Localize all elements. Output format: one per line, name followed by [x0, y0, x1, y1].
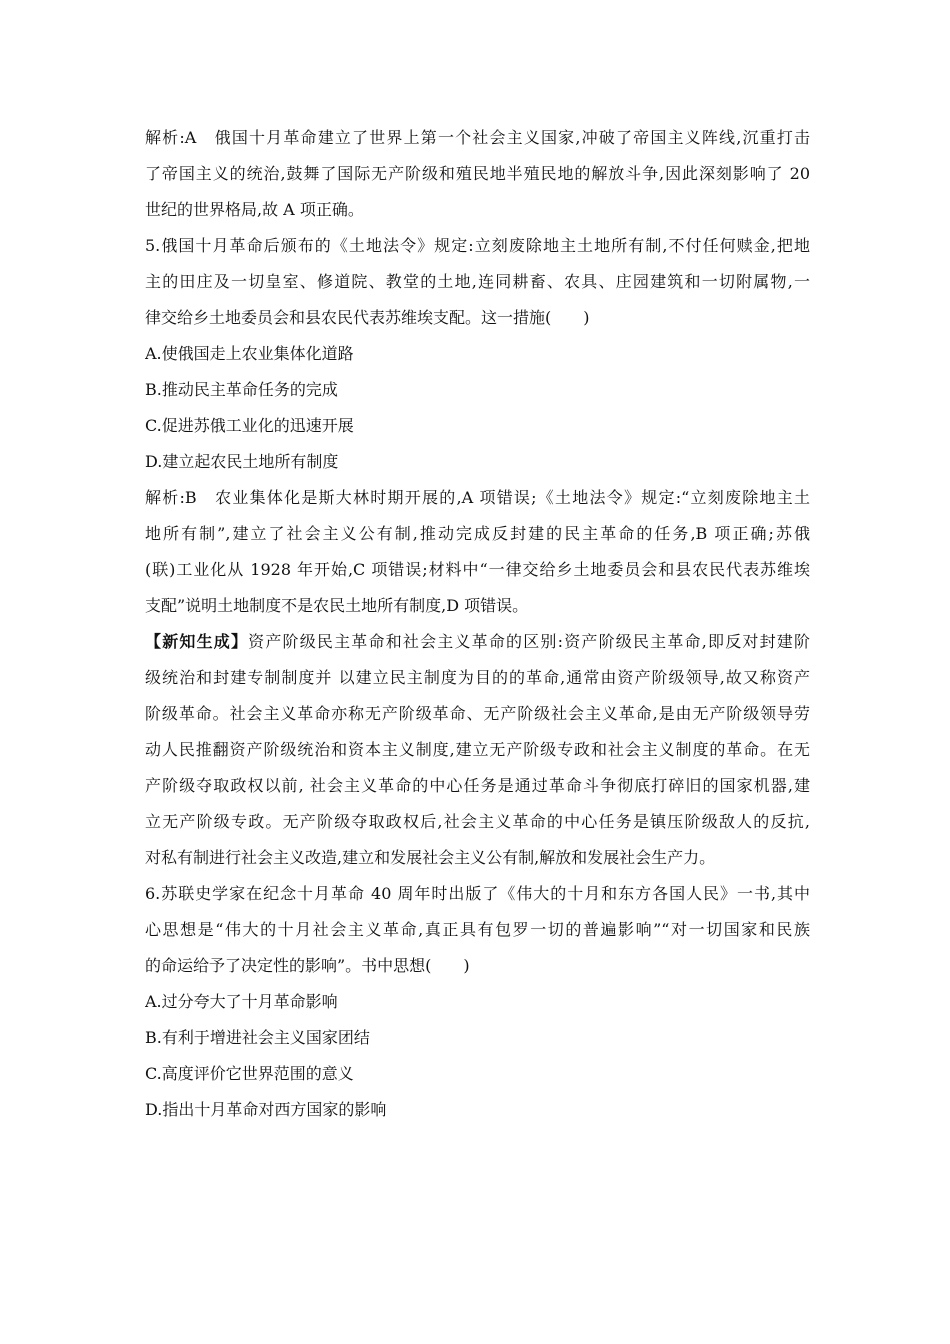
knowledge-line: 动人民推翻资产阶级统治和资本主义制度,建立无产阶级专政和社会主义制度的革命。在无	[145, 740, 810, 759]
question-stem-line: 6.苏联史学家在纪念十月革命 40 周年时出版了《伟大的十月和东方各国人民》一书,其中	[145, 884, 810, 903]
question-stem-line: 的命运给予了决定性的影响”。书中思想( )	[145, 956, 470, 975]
question-stem-line: 5.俄国十月革命后颁布的《土地法令》规定:立刻废除地主土地所有制,不付任何赎金,把地	[145, 236, 810, 255]
question-5	[145, 228, 810, 624]
knowledge-text: 资产阶级民主革命和社会主义革命的区别:资产阶级民主革命,即反对封建阶	[248, 632, 810, 651]
knowledge-section	[145, 624, 810, 876]
knowledge-line: 对私有制进行社会主义改造,建立和发展社会主义公有制,解放和发展社会生产力。	[145, 848, 716, 867]
analysis-line: 地所有制”,建立了社会主义公有制,推动完成反封建的民主革命的任务,B 项正确;苏俄	[145, 524, 810, 543]
analysis-line: 了帝国主义的统治,鼓舞了国际无产阶级和殖民地半殖民地的解放斗争,因此深刻影响了 20	[145, 164, 810, 183]
option-c: C.高度评价它世界范围的意义	[145, 1064, 354, 1083]
knowledge-line: 立无产阶级专政。无产阶级夺取政权后,社会主义革命的中心任务是镇压阶级敌人的反抗,	[145, 812, 810, 831]
knowledge-first-line	[145, 624, 810, 660]
question-stem-line: 心思想是“伟大的十月社会主义革命,真正具有包罗一切的普遍影响”“对一切国家和民族	[145, 920, 810, 939]
analysis-line: 支配”说明土地制度不是农民土地所有制度,D 项错误。	[145, 596, 529, 615]
option-a: A.过分夸大了十月革命影响	[145, 992, 338, 1011]
knowledge-line: 阶级革命。社会主义革命亦称无产阶级革命、无产阶级社会主义革命,是由无产阶级领导劳	[145, 704, 810, 723]
knowledge-line: 产阶级夺取政权以前, 社会主义革命的中心任务是通过革命斗争彻底打碎旧的国家机器,建	[145, 776, 810, 795]
q4-analysis	[145, 120, 810, 228]
knowledge-line: 级统治和封建专制制度并 以建立民主制度为目的的革命,通常由资产阶级领导,故又称资产	[145, 668, 810, 687]
analysis-line: (联)工业化从 1928 年开始,C 项错误;材料中“一律交给乡土地委员会和县农民代表苏维埃	[145, 560, 810, 579]
question-stem-line: 律交给乡土地委员会和县农民代表苏维埃支配。这一措施( )	[145, 308, 590, 327]
option-b: B.推动民主革命任务的完成	[145, 380, 338, 399]
document-page	[145, 120, 810, 1128]
option-d: D.指出十月革命对西方国家的影响	[145, 1100, 387, 1119]
option-c: C.促进苏俄工业化的迅速开展	[145, 416, 354, 435]
analysis-line: 世纪的世界格局,故 A 项正确。	[145, 200, 364, 219]
option-a: A.使俄国走上农业集体化道路	[145, 344, 354, 363]
option-d: D.建立起农民土地所有制度	[145, 452, 339, 471]
question-stem-line: 主的田庄及一切皇室、修道院、教堂的土地,连同耕畜、农具、庄园建筑和一切附属物,一	[145, 272, 810, 291]
question-6	[145, 876, 810, 1128]
knowledge-tag: 【新知生成】	[145, 632, 249, 651]
analysis-line: 解析:B 农业集体化是斯大林时期开展的,A 项错误;《土地法令》规定:“立刻废除地主土	[145, 488, 810, 507]
analysis-line: 解析:A 俄国十月革命建立了世界上第一个社会主义国家,冲破了帝国主义阵线,沉重打击	[145, 128, 810, 147]
option-b: B.有利于增进社会主义国家团结	[145, 1028, 370, 1047]
